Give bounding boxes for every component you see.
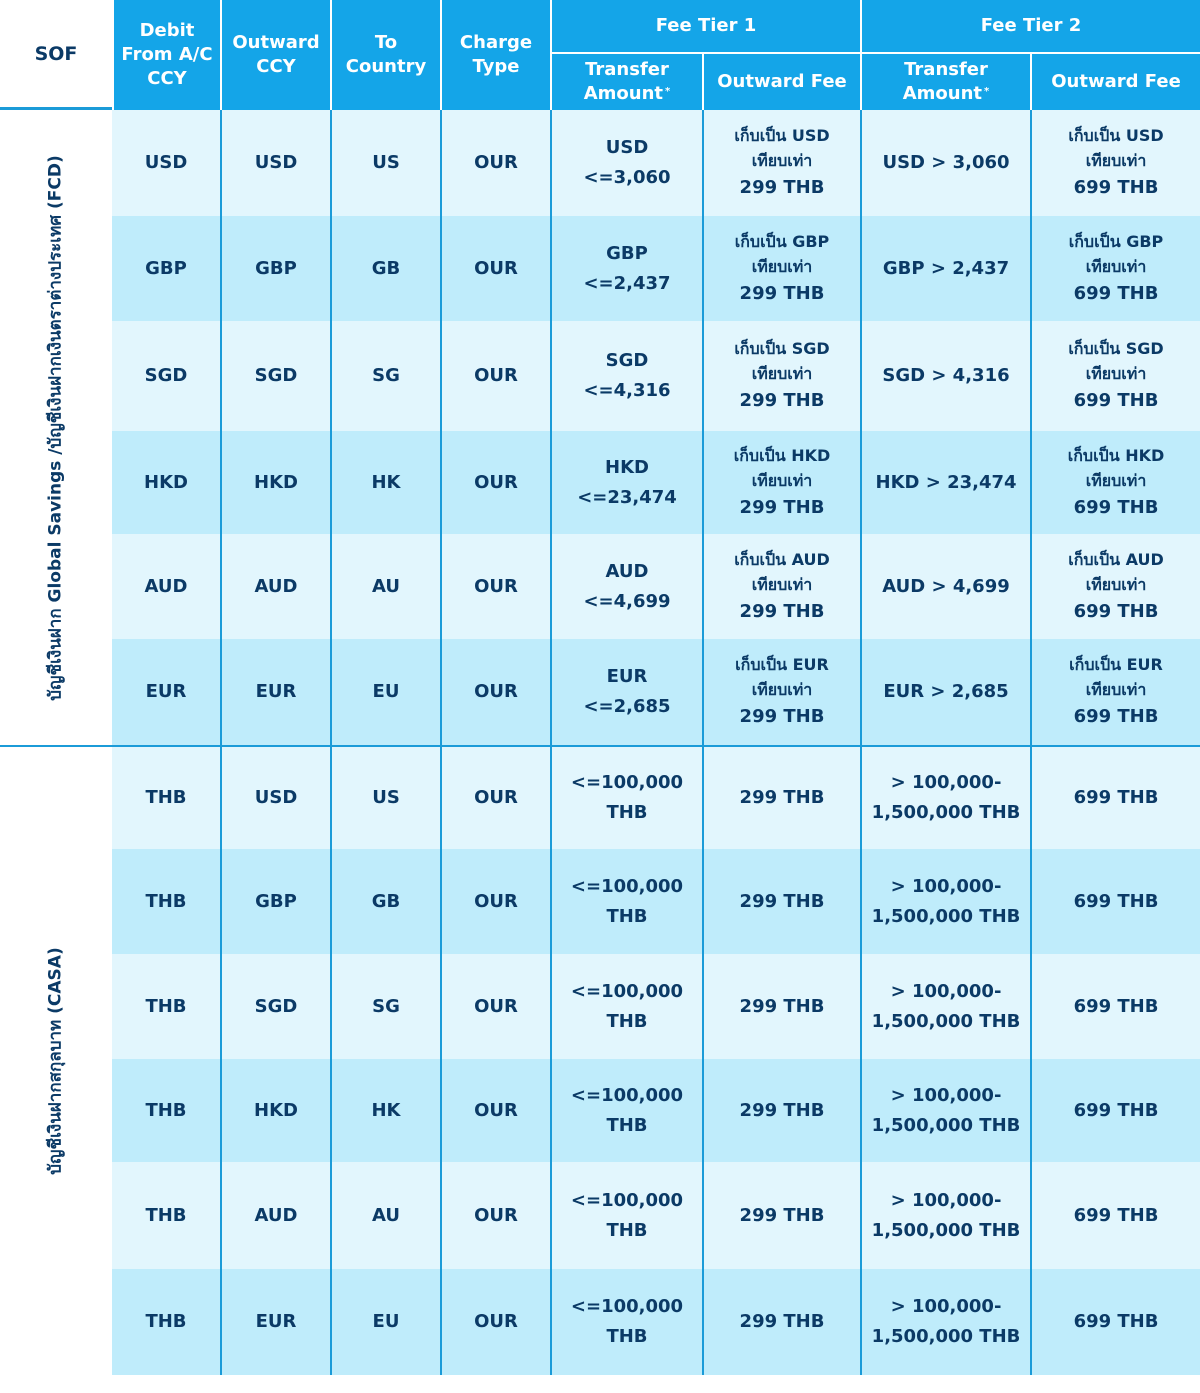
tier1-outward-fee-cell-line: 299 THB [739,600,825,622]
tier1-transfer-amount-cell-line: THB [606,905,648,927]
sof-label-line: บัญชีเงินฝาก Global Savings / [45,447,66,701]
header-t2-transfer-amount [860,54,1030,110]
header-to-country [330,0,440,110]
tier1-transfer-amount-cell [550,639,702,745]
header-debit-from-line: Debit [139,20,195,41]
tier2-transfer-amount-cell [860,110,1030,216]
sof-group-cell [0,745,112,1375]
outward-ccy-cell: USD [220,745,330,849]
tier2-outward-fee-cell-line: เทียบเท่า [1085,256,1147,276]
tier2-outward-fee-cell [1030,1269,1200,1375]
tier2-outward-fee-cell-line: 699 THB [1073,995,1159,1017]
tier2-transfer-amount-cell [860,321,1030,431]
debit-ccy-cell: THB [112,849,220,954]
tier2-transfer-amount-cell-line: > 100,000- [890,875,1002,897]
header-fee-tier-1: Fee Tier 1 [550,0,860,54]
header-t2-transfer-amount-line [903,83,990,104]
tier2-outward-fee-cell-line: เทียบเท่า [1085,151,1147,170]
tier2-outward-fee-cell-line: 699 THB [1073,1311,1159,1332]
tier2-transfer-amount-cell-line: 1,500,000 THB [871,1326,1021,1347]
tier1-outward-fee-cell-line: 299 THB [739,787,825,808]
header-outward-ccy-line: CCY [256,56,296,77]
tier2-transfer-amount-cell-line: 1,500,000 THB [871,1010,1021,1032]
tier2-transfer-amount-cell [860,849,1030,954]
debit-ccy-cell: THB [112,745,220,849]
tier1-outward-fee-cell-line: 299 THB [739,890,825,912]
tier1-outward-fee-cell-line: 299 THB [739,706,825,727]
charge-type-cell: OUR [440,1059,550,1162]
tier1-transfer-amount-cell-line: <=100,000 [570,875,684,897]
tier1-outward-fee-cell [702,431,860,534]
tier1-outward-fee-cell-line: 299 THB [739,496,825,518]
tier1-outward-fee-cell-line: 299 THB [739,1311,825,1332]
tier2-transfer-amount-cell [860,534,1030,639]
tier2-transfer-amount-cell-line: GBP > 2,437 [882,257,1010,279]
tier2-outward-fee-cell-line: เก็บเป็น AUD [1068,549,1164,569]
tier2-outward-fee-cell-line: 699 THB [1073,177,1159,198]
tier1-outward-fee-cell [702,534,860,639]
tier2-outward-fee-cell [1030,954,1200,1059]
tier2-outward-fee-cell [1030,1059,1200,1162]
to-country-cell: HK [330,1059,440,1162]
tier1-transfer-amount-cell-line: THB [606,1114,648,1136]
tier1-outward-fee-cell-line: เก็บเป็น HKD [733,445,831,465]
tier1-transfer-amount-cell-line: THB [606,802,648,823]
header-t1-outward-fee-line: Fee [810,71,847,92]
debit-ccy-cell: AUD [112,534,220,639]
header-to-country-line: Country [345,56,427,77]
tier1-outward-fee-cell-line: เทียบเท่า [751,680,813,699]
tier1-transfer-amount-cell [550,216,702,321]
debit-ccy-cell: HKD [112,431,220,534]
to-country-cell: GB [330,216,440,321]
tier2-outward-fee-cell-line: 699 THB [1073,496,1159,518]
tier1-transfer-amount-cell [550,745,702,849]
header-t1-transfer-amount-line: Transfer [585,59,669,80]
tier2-transfer-amount-cell [860,745,1030,849]
tier1-outward-fee-cell-line: 299 THB [739,1099,825,1121]
tier2-outward-fee-cell-line: 699 THB [1073,787,1159,808]
tier1-outward-fee-cell-line: เก็บเป็น SGD [734,339,830,358]
tier1-transfer-amount-cell-line: <=2,437 [583,272,671,294]
tier2-outward-fee-cell [1030,1162,1200,1269]
tier2-transfer-amount-cell-line: > 100,000- [890,1084,1002,1106]
tier1-transfer-amount-cell-line: THB [606,1326,648,1347]
tier2-transfer-amount-cell-line: 1,500,000 THB [871,802,1021,823]
tier1-outward-fee-cell-line: เทียบเท่า [751,470,813,490]
header-t2-outward-fee-line: Outward [1051,71,1139,92]
sof-group-label [45,155,68,700]
tier1-transfer-amount-cell-line: EUR [606,666,648,687]
tier2-outward-fee-cell-line: เก็บเป็น HKD [1067,445,1165,465]
tier2-outward-fee-cell [1030,745,1200,849]
charge-type-cell: OUR [440,534,550,639]
tier1-outward-fee-cell [702,110,860,216]
outward-ccy-cell: HKD [220,431,330,534]
tier1-outward-fee-cell [702,954,860,1059]
debit-ccy-cell: EUR [112,639,220,745]
tier1-transfer-amount-cell-line: <=100,000 [570,772,684,793]
header-t1-transfer-amount-line [584,83,671,104]
tier1-transfer-amount-cell-line: <=2,685 [583,696,671,717]
tier1-outward-fee-cell [702,321,860,431]
header-t2-transfer-amount-text: Amount [902,83,983,104]
tier2-outward-fee-cell [1030,534,1200,639]
outward-ccy-cell: HKD [220,1059,330,1162]
tier1-transfer-amount-cell [550,1162,702,1269]
to-country-cell: EU [330,1269,440,1375]
debit-ccy-cell: GBP [112,216,220,321]
header-outward-ccy [220,0,330,110]
tier2-transfer-amount-cell-line: SGD > 4,316 [882,365,1010,386]
tier2-transfer-amount-cell-line: > 100,000- [890,772,1002,793]
to-country-cell: US [330,745,440,849]
tier1-transfer-amount-cell [550,534,702,639]
tier1-outward-fee-cell [702,639,860,745]
debit-ccy-cell: THB [112,954,220,1059]
debit-ccy-cell: THB [112,1269,220,1375]
tier1-outward-fee-cell-line: เก็บเป็น GBP [734,231,830,251]
header-charge-type-line: Type [472,56,520,77]
header-t1-transfer-amount-text: Amount [583,83,664,104]
tier1-outward-fee-cell [702,216,860,321]
tier1-outward-fee-cell-line: เทียบเท่า [751,364,813,383]
to-country-cell: AU [330,1162,440,1269]
tier1-outward-fee-cell-line: 299 THB [739,995,825,1017]
tier2-outward-fee-cell [1030,639,1200,745]
tier2-transfer-amount-cell-line: > 100,000- [890,1189,1002,1211]
header-t1-outward-fee-line: Outward [717,71,805,92]
tier1-transfer-amount-cell-line: HKD [605,456,649,478]
header-t2-outward-fee [1030,54,1200,110]
outward-ccy-cell: USD [220,110,330,216]
tier2-outward-fee-cell-line: เทียบเท่า [1085,574,1147,594]
tier1-transfer-amount-cell-line: THB [606,1010,648,1032]
tier1-transfer-amount-cell-line: <=100,000 [570,1296,684,1317]
tier2-transfer-amount-cell [860,954,1030,1059]
table-row [0,745,1200,849]
tier2-outward-fee-cell-line: 699 THB [1073,390,1159,411]
table-body [0,110,1200,1375]
to-country-cell: AU [330,534,440,639]
header-debit-from-line: A/C CCY [147,44,213,89]
table-row [0,431,1200,534]
to-country-cell: HK [330,431,440,534]
header-t1-outward-fee [702,54,860,110]
tier1-transfer-amount-cell-line: <=100,000 [570,1189,684,1211]
tier2-outward-fee-cell [1030,431,1200,534]
table-row [0,1269,1200,1375]
tier2-transfer-amount-cell-line: EUR > 2,685 [883,681,1009,702]
tier1-outward-fee-cell-line: 299 THB [739,177,825,198]
tier1-transfer-amount-cell-line: <=100,000 [570,980,684,1002]
tier1-transfer-amount-cell-line: THB [606,1219,648,1241]
tier1-transfer-amount-cell [550,1059,702,1162]
tier1-transfer-amount-cell-line: GBP [606,242,648,264]
tier2-outward-fee-cell-line: เก็บเป็น USD [1068,126,1164,145]
table-row [0,1059,1200,1162]
table-row [0,110,1200,216]
sof-label-line: บัญชีเงินฝากสกุลบาท (CASA) [45,947,66,1175]
tier2-outward-fee-cell-line: 699 THB [1073,600,1159,622]
charge-type-cell: OUR [440,849,550,954]
header-outward-ccy-line: Outward [232,32,320,53]
charge-type-cell: OUR [440,321,550,431]
tier1-outward-fee-cell-line: เทียบเท่า [751,574,813,594]
debit-ccy-cell: THB [112,1059,220,1162]
tier2-transfer-amount-cell-line: 1,500,000 THB [871,1219,1021,1241]
tier2-outward-fee-cell-line: 699 THB [1073,282,1159,304]
table-row [0,849,1200,954]
tier1-outward-fee-cell-line: เทียบเท่า [751,151,813,170]
tier1-outward-fee-cell [702,745,860,849]
asterisk-mark: * [665,86,671,97]
tier1-transfer-amount-cell-line: <=3,060 [583,167,671,188]
charge-type-cell: OUR [440,1162,550,1269]
charge-type-cell: OUR [440,110,550,216]
tier2-transfer-amount-cell [860,431,1030,534]
outward-ccy-cell: SGD [220,954,330,1059]
tier2-transfer-amount-cell [860,639,1030,745]
to-country-cell: US [330,110,440,216]
debit-ccy-cell: SGD [112,321,220,431]
tier2-outward-fee-cell [1030,849,1200,954]
tier1-outward-fee-cell-line: เทียบเท่า [751,256,813,276]
tier2-outward-fee-cell-line: เทียบเท่า [1085,680,1147,699]
tier2-outward-fee-cell-line: 699 THB [1073,1099,1159,1121]
to-country-cell: SG [330,321,440,431]
tier2-outward-fee-cell-line: เก็บเป็น GBP [1068,231,1164,251]
tier1-outward-fee-cell-line: 299 THB [739,282,825,304]
header-t2-outward-fee-line: Fee [1144,71,1181,92]
to-country-cell: SG [330,954,440,1059]
tier2-outward-fee-cell-line: เทียบเท่า [1085,364,1147,383]
tier1-outward-fee-cell-line: เก็บเป็น EUR [735,655,829,674]
table-row [0,321,1200,431]
tier1-transfer-amount-cell [550,110,702,216]
tier1-transfer-amount-cell [550,431,702,534]
outward-ccy-cell: GBP [220,849,330,954]
header-charge-type [440,0,550,110]
tier2-transfer-amount-cell-line: 1,500,000 THB [871,905,1021,927]
header-t1-transfer-amount [550,54,702,110]
charge-type-cell: OUR [440,431,550,534]
sof-group-cell [0,110,112,745]
header-fee-tier-2: Fee Tier 2 [860,0,1200,54]
tier1-outward-fee-cell [702,1162,860,1269]
charge-type-cell: OUR [440,639,550,745]
header-sof: SOF [0,0,112,110]
tier2-outward-fee-cell-line: 699 THB [1073,706,1159,727]
tier2-transfer-amount-cell-line: 1,500,000 THB [871,1114,1021,1136]
tier1-outward-fee-cell-line: เก็บเป็น USD [734,126,830,145]
tier2-transfer-amount-cell [860,1269,1030,1375]
tier1-transfer-amount-cell [550,321,702,431]
tier2-transfer-amount-cell [860,216,1030,321]
header-debit-from-line: From [121,44,173,65]
tier1-transfer-amount-cell [550,849,702,954]
tier2-transfer-amount-cell-line: USD > 3,060 [882,152,1010,173]
outward-ccy-cell: AUD [220,1162,330,1269]
tier1-transfer-amount-cell-line: <=4,316 [583,380,671,401]
table-header [0,0,1200,110]
header-charge-type-line: Charge [459,32,533,53]
charge-type-cell: OUR [440,216,550,321]
tier2-outward-fee-cell [1030,216,1200,321]
to-country-cell: GB [330,849,440,954]
tier1-transfer-amount-cell-line: SGD [605,350,649,371]
tier1-transfer-amount-cell-line: <=23,474 [577,486,677,508]
tier2-transfer-amount-cell-line: > 100,000- [890,980,1002,1002]
asterisk-mark: * [984,86,990,97]
outward-ccy-cell: EUR [220,639,330,745]
tier2-transfer-amount-cell-line: AUD > 4,699 [882,575,1010,597]
tier1-outward-fee-cell-line: 299 THB [739,390,825,411]
tier1-transfer-amount-cell [550,954,702,1059]
tier2-outward-fee-cell-line: 699 THB [1073,890,1159,912]
outward-ccy-cell: SGD [220,321,330,431]
tier1-transfer-amount-cell-line: <=100,000 [570,1084,684,1106]
tier2-outward-fee-cell-line: เก็บเป็น SGD [1068,339,1164,358]
debit-ccy-cell: USD [112,110,220,216]
tier2-transfer-amount-cell [860,1162,1030,1269]
header-to-country-line: To [374,32,398,53]
tier2-transfer-amount-cell-line: HKD > 23,474 [875,471,1017,493]
header-t2-transfer-amount-line: Transfer [904,59,988,80]
tier1-transfer-amount-cell-line: AUD [605,560,649,582]
tier1-transfer-amount-cell [550,1269,702,1375]
table-row [0,1162,1200,1269]
tier2-transfer-amount-cell [860,1059,1030,1162]
table-row [0,216,1200,321]
tier1-outward-fee-cell [702,849,860,954]
tier1-outward-fee-cell [702,1059,860,1162]
tier1-transfer-amount-cell-line: USD [605,137,649,158]
charge-type-cell: OUR [440,745,550,849]
table-row [0,954,1200,1059]
charge-type-cell: OUR [440,954,550,1059]
tier2-outward-fee-cell-line: เทียบเท่า [1085,470,1147,490]
tier2-outward-fee-cell-line: เก็บเป็น EUR [1069,655,1163,674]
tier2-outward-fee-cell [1030,110,1200,216]
outward-ccy-cell: EUR [220,1269,330,1375]
outward-ccy-cell: GBP [220,216,330,321]
tier1-outward-fee-cell-line: เก็บเป็น AUD [734,549,830,569]
outward-ccy-cell: AUD [220,534,330,639]
tier1-outward-fee-cell [702,1269,860,1375]
tier2-outward-fee-cell-line: 699 THB [1073,1204,1159,1226]
tier2-outward-fee-cell [1030,321,1200,431]
debit-ccy-cell: THB [112,1162,220,1269]
header-debit-from [112,0,220,110]
table-row [0,639,1200,745]
tier1-transfer-amount-cell-line: <=4,699 [583,590,671,612]
sof-label-line: บัญชีเงินฝากเงินตราต่างประเทศ (FCD) [45,154,66,448]
to-country-cell: EU [330,639,440,745]
tier1-outward-fee-cell-line: 299 THB [739,1204,825,1226]
table-row [0,534,1200,639]
sof-group-label [45,947,68,1174]
tier2-transfer-amount-cell-line: > 100,000- [890,1296,1002,1317]
charge-type-cell: OUR [440,1269,550,1375]
